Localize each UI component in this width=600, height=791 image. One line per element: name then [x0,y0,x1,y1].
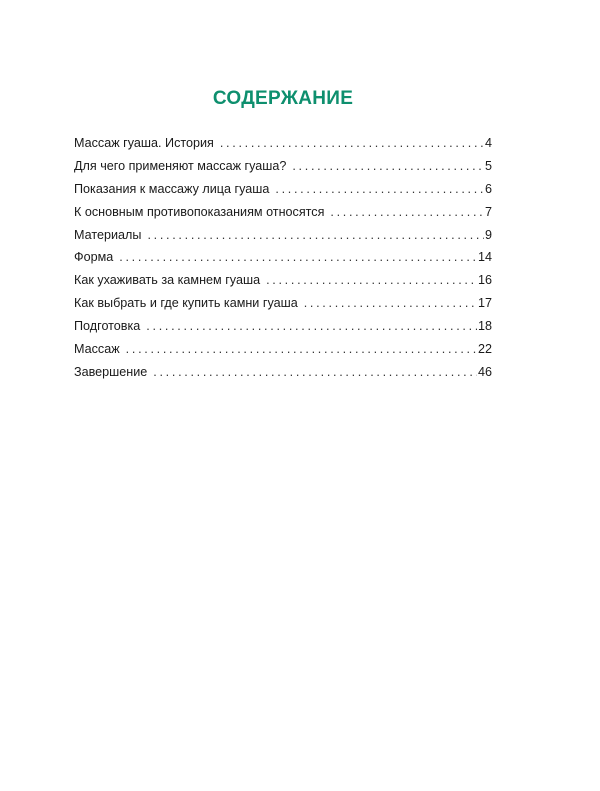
toc-entry[interactable] [74,132,492,155]
toc-entry-label: Подготовка [74,319,141,334]
dot-leader [292,155,484,178]
toc-entry-page-number: 16 [477,273,492,288]
toc-entry-label: Массаж гуаша. История [74,136,214,150]
toc-entry[interactable] [74,246,492,269]
dot-leader [266,269,477,292]
dot-leader [153,361,477,384]
toc-title: СОДЕРЖАНИЕ [212,88,354,109]
toc-entry[interactable] [74,201,492,224]
toc-entry-page-number: 5 [484,158,492,173]
toc-entry[interactable] [74,224,492,247]
toc-entry-page-number: 22 [477,342,492,357]
toc-entry[interactable] [74,178,492,201]
toc-entry[interactable] [74,292,492,315]
toc-entry-page-number: 6 [484,181,492,196]
dot-leader [126,338,477,361]
toc-entry-label: Массаж [74,342,120,357]
toc-entry[interactable] [74,361,492,384]
dot-leader [147,224,484,247]
dot-leader [304,292,477,315]
toc-entry[interactable] [74,155,492,178]
toc-entry-page-number: 17 [477,296,492,311]
toc-entry-page-number: 46 [477,364,492,379]
dot-leader [220,132,484,155]
toc-entry-label: Материалы [74,227,142,242]
toc-entry-page-number: 9 [484,227,492,242]
dot-leader [275,178,484,201]
toc-entry-label: Как выбрать и где купить камни гуаша [74,296,298,311]
toc-entry-page-number: 4 [484,136,492,150]
toc-entry-label: Для чего применяют массаж гуаша? [74,158,287,173]
toc-entry-label: Форма [74,250,114,265]
toc-entry-label: Показания к массажу лица гуаша [74,181,270,196]
toc-entry-page-number: 7 [484,204,492,219]
dot-leader [119,246,477,269]
toc-entry-label: К основным противопоказаниям относятся [74,204,325,219]
toc-entry[interactable] [74,338,492,361]
toc-entry[interactable] [74,269,492,292]
toc-list [74,132,492,384]
toc-entry-page-number: 14 [477,250,492,265]
toc-entry[interactable] [74,315,492,338]
toc-entry-label: Завершение [74,364,148,379]
toc-entry-page-number: 18 [477,319,492,334]
toc-entry-label: Как ухаживать за камнем гуаша [74,273,261,288]
dot-leader [146,315,477,338]
dot-leader [330,201,484,224]
